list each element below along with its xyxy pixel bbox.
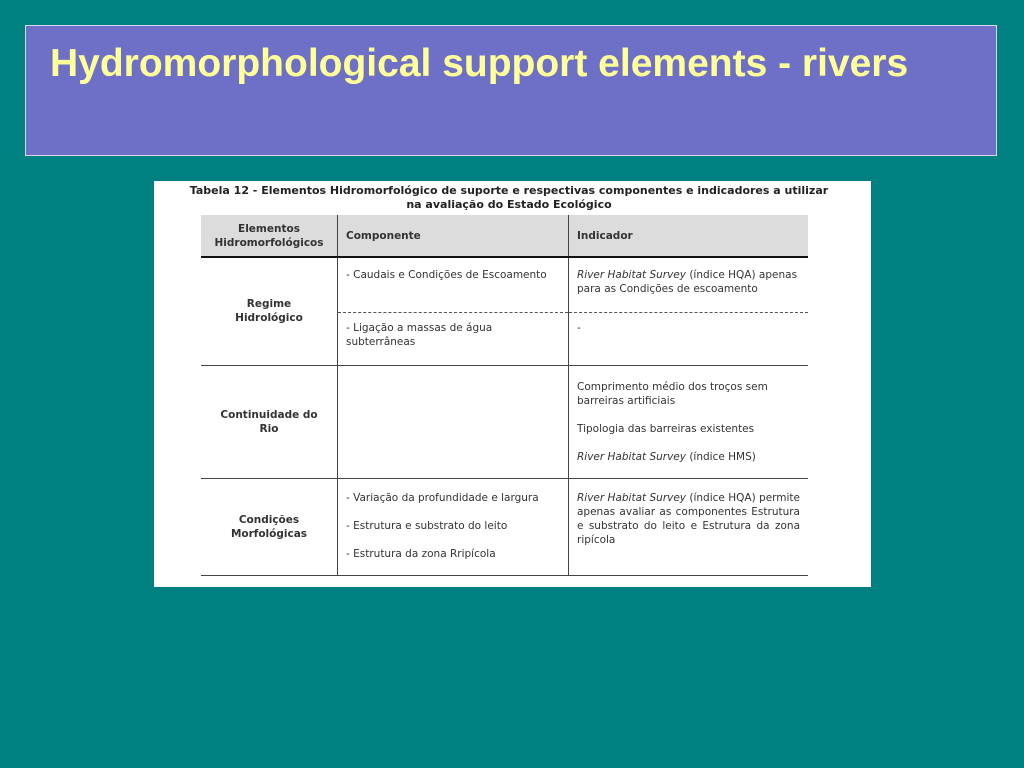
- element-condicoes-line2: Morfológicas: [230, 527, 308, 540]
- indicator-continuidade-3: [577, 450, 800, 464]
- component-ligacao: - Ligação a massas de água subterrâneas: [338, 312, 569, 365]
- indicator-regime-2: -: [569, 312, 809, 365]
- component-continuidade-empty: [338, 365, 569, 478]
- component-condicoes-3: - Estrutura da zona Rripícola: [346, 547, 496, 560]
- header-elementos-line1: Elementos: [238, 222, 300, 235]
- element-continuidade-line1: Continuidade do: [220, 408, 318, 421]
- table-row-regime-1: [201, 257, 808, 312]
- element-continuidade-line2: Rio: [259, 422, 279, 435]
- indicator-continuidade: [569, 365, 809, 478]
- indicator-continuidade-3-survey: River Habitat Survey: [577, 450, 686, 463]
- table-row-continuidade: [201, 365, 808, 478]
- indicator-condicoes: [569, 478, 809, 575]
- table-caption: [154, 184, 864, 212]
- indicator-regime-1-text: (índice HQA) apenas para as Condições de escoamento: [577, 269, 798, 295]
- indicator-continuidade-2: Tipologia das barreiras existentes: [577, 422, 755, 435]
- slide-title: Hydromorphological support elements - rivers: [50, 42, 909, 85]
- header-elementos-line2: Hidromorfológicos: [214, 236, 324, 249]
- element-regime-line2: Hidrológico: [235, 312, 303, 325]
- header-elementos: [201, 215, 338, 257]
- element-condicoes-morfologicas: [201, 478, 338, 575]
- element-condicoes-line1: Condições: [238, 513, 300, 526]
- element-continuidade-do-rio: [201, 365, 338, 478]
- component-caudais: - Caudais e Condições de Escoamento: [338, 257, 569, 312]
- table-caption-line1: Tabela 12 - Elementos Hidromorfológico de suporte e respectivas componentes e indicadores a utilizar: [189, 184, 829, 197]
- component-condicoes: [338, 478, 569, 575]
- indicator-condicoes-text: (índice HQA) permite apenas avaliar as componentes Estrutura e substrato do leito e Estrutura da zona ripícola: [577, 491, 801, 546]
- indicator-regime-1-survey: River Habitat Survey: [577, 269, 686, 281]
- table-header-row: [201, 215, 808, 257]
- indicator-continuidade-1: Comprimento médio dos troços sem barreiras artificiais: [577, 380, 768, 407]
- indicator-continuidade-3-text: (índice HMS): [685, 450, 756, 463]
- header-componente: Componente: [338, 215, 569, 257]
- table-row-condicoes: [201, 478, 808, 575]
- indicator-regime-1: [569, 257, 809, 312]
- table-caption-line2: na avaliação do Estado Ecológico: [406, 198, 612, 211]
- table-image: [154, 181, 871, 587]
- element-regime-line1: Regime: [246, 298, 292, 311]
- header-indicador: Indicador: [569, 215, 809, 257]
- component-condicoes-1: - Variação da profundidade e largura: [346, 491, 539, 504]
- indicator-condicoes-survey: River Habitat Survey: [577, 491, 687, 504]
- title-box: [25, 25, 997, 156]
- component-condicoes-2: - Estrutura e substrato do leito: [346, 519, 508, 532]
- element-regime-hidrologico: [201, 257, 338, 365]
- hydromorphological-table: [201, 215, 808, 576]
